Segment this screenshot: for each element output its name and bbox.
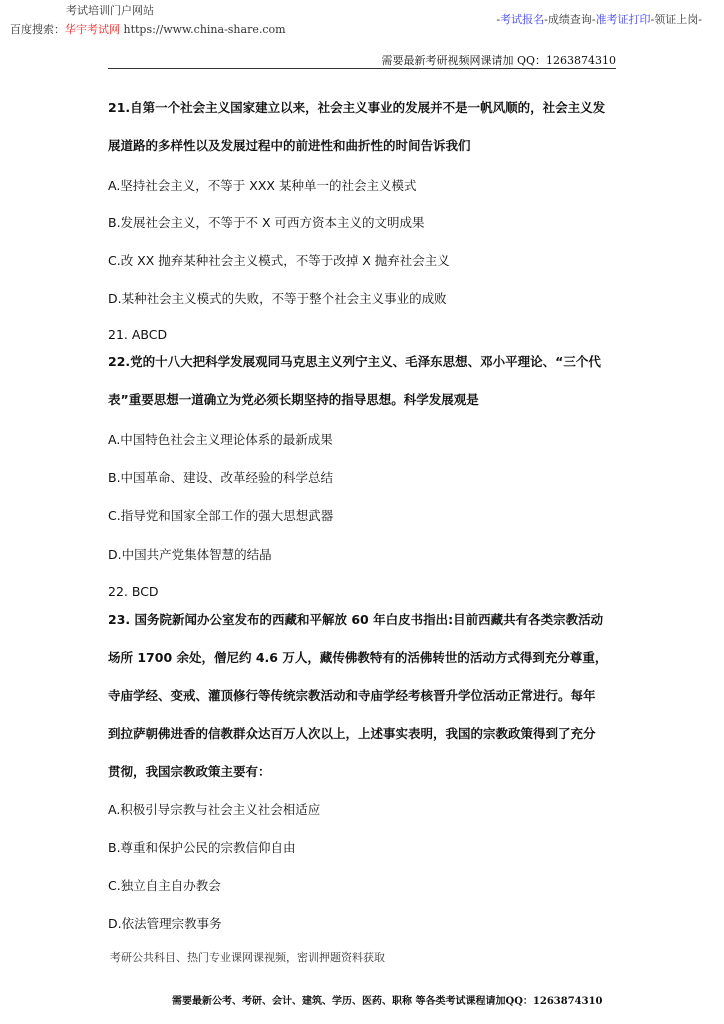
footer-bottom: 需要最新公考、考研、会计、建筑、学历、医药、职称 等各类考试课程请加QQ：1263874310 <box>172 996 603 1007</box>
answer-option: B.发展社会主义，不等于不 X 可西方资本主义的文明成果 <box>108 215 425 230</box>
brand-link[interactable]: 华宇考试网 <box>65 23 120 36</box>
nav-certificate: 领证上岗 <box>654 13 699 26</box>
answer-option: A.中国特色社会主义理论体系的最新成果 <box>108 432 333 447</box>
nav-registration[interactable]: 考试报名 <box>500 13 545 26</box>
question-text: 23. 国务院新闻办公室发布的西藏和平解放 60 年白皮书指出:目前西藏共有各类宗教活动 <box>108 612 604 627</box>
answer-option: A.积极引导宗教与社会主义社会相适应 <box>108 802 321 817</box>
header-divider <box>108 68 616 69</box>
nav-scores: 成绩查询 <box>547 13 592 26</box>
question-text: 贯彻，我国宗教政策主要有： <box>108 764 271 779</box>
site-url[interactable]: https://www.china-share.com <box>123 23 286 36</box>
question-text: 展道路的多样性以及发展过程中的前进性和曲折性的时间告诉我们 <box>108 138 471 153</box>
question-text: 寺庙学经、变戒、灌顶修行等传统宗教活动和寺庙学经考核晋升学位活动正常进行。每年 <box>108 688 596 703</box>
question-text: 到拉萨朝佛进香的信教群众达百万人次以上，上述事实表明，我国的宗教政策得到了充分 <box>108 726 596 741</box>
header-nav: -考试报名-成绩查询-准考证打印-领证上岗- <box>496 13 702 26</box>
answer-key: 22. BCD <box>108 584 159 599</box>
question-text: 21.自第一个社会主义国家建立以来，社会主义事业的发展并不是一帆风顺的，社会主义发 <box>108 100 606 115</box>
answer-option: D.依法管理宗教事务 <box>108 916 222 931</box>
answer-option: D.某种社会主义模式的失败，不等于整个社会主义事业的成败 <box>108 291 447 306</box>
footer-note: 考研公共科目、热门专业课网课视频，密训押题资料获取 <box>110 951 385 964</box>
qq-note: 需要最新考研视频网课请加 QQ：1263874310 <box>381 54 616 67</box>
search-line <box>10 21 286 37</box>
question-text: 场所 1700 余处，僧尼约 4.6 万人，藏传佛教特有的活佛转世的活动方式得到充分尊重， <box>108 650 608 665</box>
nav-admission-ticket[interactable]: 准考证打印 <box>595 13 651 26</box>
question-text: 表”重要思想一道确立为党必须长期坚持的指导思想。科学发展观是 <box>108 392 479 407</box>
answer-option: C.独立自主自办教会 <box>108 878 221 893</box>
answer-option: A.坚持社会主义，不等于 XXX 某种单一的社会主义模式 <box>108 178 417 193</box>
question-text: 22.党的十八大把科学发展观同马克思主义列宁主义、毛泽东思想、邓小平理论、“三个代 <box>108 354 601 369</box>
answer-option: B.中国革命、建设、改革经验的科学总结 <box>108 470 334 485</box>
answer-key: 21. ABCD <box>108 327 168 342</box>
answer-option: B.尊重和保护公民的宗教信仰自由 <box>108 840 296 855</box>
answer-option: C.改 XX 抛弃某种社会主义模式，不等于改掉 X 抛弃社会主义 <box>108 253 450 268</box>
answer-option: D.中国共产党集体智慧的结晶 <box>108 547 272 562</box>
site-title: 考试培训门户网站 <box>66 4 154 17</box>
answer-option: C.指导党和国家全部工作的强大思想武器 <box>108 508 334 523</box>
search-label: 百度搜索： <box>10 23 65 36</box>
